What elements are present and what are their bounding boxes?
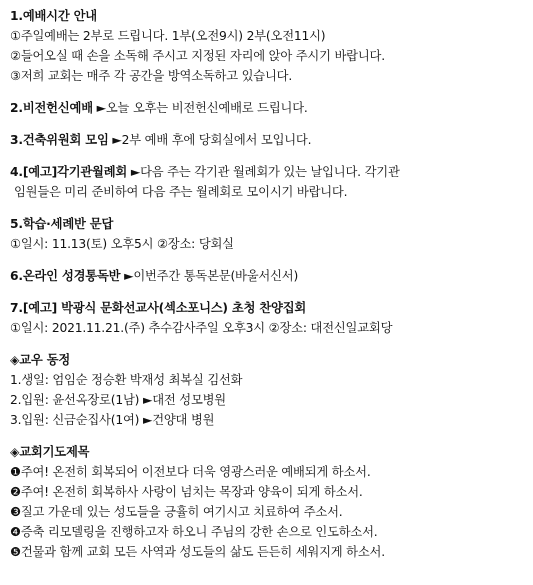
text-line: ❺건물과 함께 교회 모든 사역과 성도들의 삶도 든든히 세워지게 하소서. bbox=[10, 545, 385, 559]
section-title: 5.학습·세례반 문답 bbox=[10, 217, 114, 231]
text-line: ❹증축 리모델링을 진행하고자 하오니 주님의 강한 손으로 인도하소서. bbox=[10, 525, 378, 539]
section-bible-reading bbox=[10, 266, 533, 286]
text-line bbox=[10, 266, 533, 286]
spacer bbox=[10, 430, 533, 442]
text-line: ❸질고 가운데 있는 성도들을 긍휼히 여기시고 치료하여 주소서. bbox=[10, 505, 343, 519]
spacer bbox=[10, 254, 533, 266]
text-line: 2.입원: 윤선옥장로(1남) ►대전 성모병원 bbox=[10, 393, 226, 407]
section-text: ►이번주간 통독본문(바울서신서) bbox=[124, 269, 299, 283]
spacer bbox=[10, 202, 533, 214]
section-building-committee bbox=[10, 130, 533, 150]
text-line: ①주일예배는 2부로 드립니다. 1부(오전9시) 2부(오전11시) bbox=[10, 29, 326, 43]
spacer bbox=[10, 286, 533, 298]
section-title: 2.비전헌신예배 bbox=[10, 101, 93, 115]
section-worship-times bbox=[10, 6, 533, 86]
section-text: ►오늘 오후는 비전헌신예배로 드립니다. bbox=[96, 101, 308, 115]
section-title: ◈교회기도제목 bbox=[10, 445, 90, 459]
section-title: 6.온라인 성경통독반 bbox=[10, 269, 121, 283]
text-line: ②들어오실 때 손을 소독해 주시고 지정된 자리에 앉아 주시기 바랍니다. bbox=[10, 49, 385, 63]
spacer bbox=[10, 86, 533, 98]
section-title: 7.[예고] 박광식 문화선교사(섹소포니스) 초청 찬양집회 bbox=[10, 301, 307, 315]
text-line: 3.입원: 신금순집사(1여) ►건양대 병원 bbox=[10, 413, 215, 427]
section-prayer-topics bbox=[10, 442, 533, 562]
section-baptism-class bbox=[10, 214, 533, 254]
text-line: 임원들은 미리 준비하여 다음 주는 월례회로 모이시기 바랍니다. bbox=[14, 185, 348, 199]
section-title: 1.예배시간 안내 bbox=[10, 9, 97, 23]
text-line: 1.생일: 엄임순 정승환 박재성 최복실 김선화 bbox=[10, 373, 243, 387]
section-praise-concert bbox=[10, 298, 533, 338]
section-title: 3.건축위원회 모임 bbox=[10, 133, 109, 147]
spacer bbox=[10, 338, 533, 350]
text-line bbox=[10, 98, 533, 118]
spacer bbox=[10, 118, 533, 130]
text-line bbox=[10, 162, 533, 182]
text-line: ③저희 교회는 매주 각 공간을 방역소독하고 있습니다. bbox=[10, 69, 293, 83]
section-monthly-meeting bbox=[10, 162, 533, 202]
text-line bbox=[10, 130, 533, 150]
text-line: ①일시: 2021.11.21.(주) 추수감사주일 오후3시 ②장소: 대전신일교회당 bbox=[10, 321, 393, 335]
text-line: ①일시: 11.13(토) 오후5시 ②장소: 당회실 bbox=[10, 237, 234, 251]
section-member-news bbox=[10, 350, 533, 430]
spacer bbox=[10, 150, 533, 162]
section-text: ►다음 주는 각기관 월례회가 있는 날입니다. 각기관 bbox=[130, 165, 400, 179]
section-title: ◈교우 동정 bbox=[10, 353, 71, 367]
section-title: 4.[예고]각기관월례회 bbox=[10, 165, 128, 179]
section-vision-service bbox=[10, 98, 533, 118]
text-line: ❶주여! 온전히 회복되어 이전보다 더욱 영광스러운 예배되게 하소서. bbox=[10, 465, 371, 479]
section-text: ►2부 예배 후에 당회실에서 모입니다. bbox=[112, 133, 312, 147]
text-line: ❷주여! 온전히 회복하사 사랑이 넘치는 목장과 양육이 되게 하소서. bbox=[10, 485, 363, 499]
